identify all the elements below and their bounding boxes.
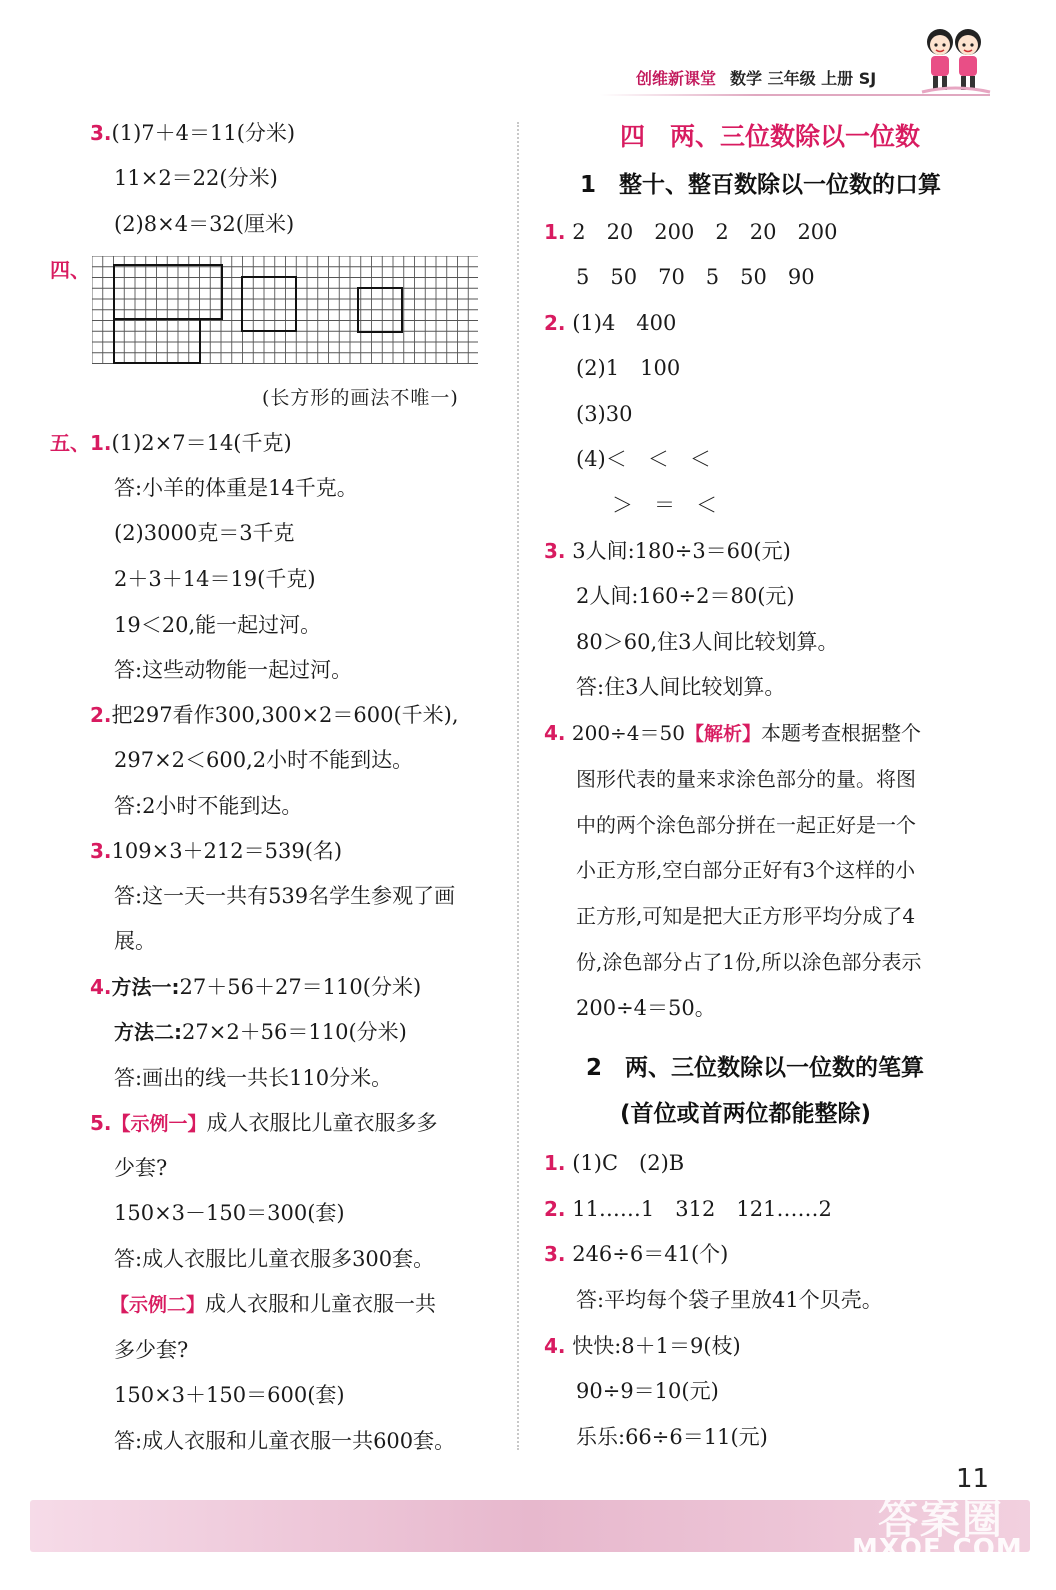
answer-line: 答:成人衣服比儿童衣服多300套。 [114, 1247, 435, 1271]
drawing-note: (长方形的画法不唯一) [262, 387, 459, 409]
answer-line: 多少套? [114, 1338, 189, 1362]
page-number: 11 [956, 1464, 990, 1494]
answer-line: (4)＜ ＜ ＜ [576, 447, 711, 471]
chapter-title: 四 两、三位数除以一位数 [619, 122, 920, 151]
answer-line: 小正方形,空白部分正好有3个这样的小 [576, 858, 916, 882]
answer-grid-drawing [92, 256, 478, 364]
answer-line: 正方形,可知是把大正方形平均分成了4 [576, 904, 916, 928]
answer-line: 2＋3＋14＝19(千克) [114, 567, 316, 591]
answer-item: 5.【示例一】成人衣服比儿童衣服多多 [90, 1111, 438, 1135]
answer-line: (2)1 100 [576, 356, 681, 380]
answer-line: 19＜20,能一起过河。 [114, 613, 322, 637]
answer-line: (2)3000克＝3千克 [114, 521, 295, 545]
answer-item: 4. 200÷4＝50【解析】本题考查根据整个 [544, 721, 921, 745]
answer-line: 展。 [114, 929, 156, 953]
answer-item: 3. 246÷6＝41(个) [544, 1242, 729, 1266]
cartoon-kids-icon [918, 18, 992, 96]
answer-line: 200÷4＝50。 [576, 996, 716, 1020]
answer-line: 80＞60,住3人间比较划算。 [576, 630, 839, 654]
column-divider [517, 122, 519, 1450]
answer-line: 150×3－150＝300(套) [114, 1201, 345, 1225]
book-subject: 数学 三年级 上册 SJ [730, 69, 877, 88]
answer-line: 答:平均每个袋子里放41个贝壳。 [576, 1288, 883, 1312]
answer-line: 中的两个涂色部分拼在一起正好是一个 [576, 813, 916, 837]
answer-item: 2. 11……1 312 121……2 [544, 1197, 832, 1221]
answer-line: 150×3＋150＝600(套) [114, 1383, 345, 1407]
section-title: 2 两、三位数除以一位数的笔算 [586, 1055, 925, 1081]
answer-line: 297×2＜600,2小时不能到达。 [114, 748, 414, 772]
answer-line: 份,涂色部分占了1份,所以涂色部分表示 [576, 950, 922, 974]
answer-line: 答:成人衣服和儿童衣服一共600套。 [114, 1429, 456, 1453]
answer-line: 90÷9＝10(元) [576, 1379, 719, 1403]
answer-line: 【示例二】成人衣服和儿童衣服一共 [110, 1292, 437, 1316]
section-subtitle: (首位或首两位都能整除) [620, 1101, 872, 1127]
answer-item: 4.方法一:27＋56＋27＝110(分米) [90, 975, 422, 999]
brand-name: 创维新课堂 [636, 69, 717, 88]
section-title: 1 整十、整百数除以一位数的口算 [580, 172, 942, 198]
answer-line: ＞ ＝ ＜ [612, 493, 717, 517]
page-header [636, 66, 876, 89]
answer-item: 1. 2 20 200 2 20 200 [544, 220, 838, 244]
answer-item: 五、1.(1)2×7＝14(千克) [50, 431, 292, 455]
answer-line: (2)8×4＝32(厘米) [114, 212, 295, 236]
answer-line: 答:画出的线一共长110分米。 [114, 1066, 393, 1090]
answer-line: 答:住3人间比较划算。 [576, 675, 786, 699]
answer-line: (3)30 [576, 402, 633, 426]
answer-line: 答:2小时不能到达。 [114, 794, 303, 818]
answer-item: 2. (1)4 400 [544, 311, 677, 335]
answer-item: 3.109×3＋212＝539(名) [90, 839, 343, 863]
answer-item: 2.把297看作300,300×2＝600(千米), [90, 703, 459, 727]
answer-line: 2人间:160÷2＝80(元) [576, 584, 795, 608]
answer-line: 答:这一天一共有539名学生参观了画 [114, 884, 456, 908]
answer-line: 11×2＝22(分米) [114, 166, 278, 190]
answer-item: 4. 快快:8＋1＝9(枝) [544, 1334, 741, 1358]
answer-line: 图形代表的量来求涂色部分的量。将图 [576, 767, 916, 791]
answer-line: 答:这些动物能一起过河。 [114, 658, 353, 682]
watermark-url: MXQE.COM [852, 1534, 1023, 1564]
section-label: 四、 [50, 258, 90, 282]
answer-line: 答:小羊的体重是14千克。 [114, 476, 358, 500]
answer-line: 乐乐:66÷6＝11(元) [576, 1425, 768, 1449]
answer-line: 5 50 70 5 50 90 [576, 265, 815, 289]
answer-item: 3.(1)7＋4＝11(分米) [90, 121, 296, 145]
answer-line: 少套? [114, 1156, 168, 1180]
answer-item: 1. (1)C (2)B [544, 1151, 685, 1175]
answer-line: 方法二:27×2＋56＝110(分米) [114, 1020, 407, 1044]
answer-item: 3. 3人间:180÷3＝60(元) [544, 539, 791, 563]
watermark-logo: 答案圈 [878, 1497, 1004, 1543]
